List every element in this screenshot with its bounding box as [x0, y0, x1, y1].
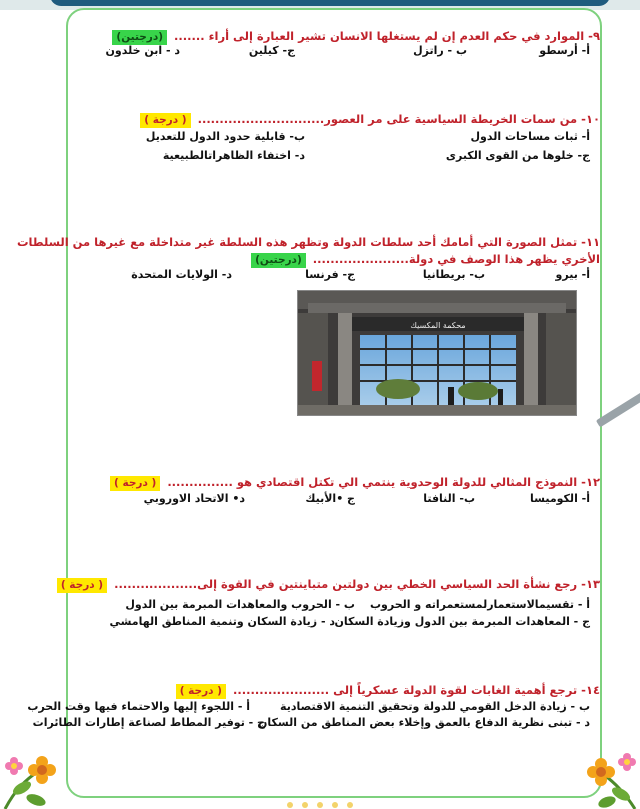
question-10-option-d: د- اختفاء الظاهراتالطبيعية [162, 149, 305, 162]
question-9-option-d: د - ابن خلدون [105, 44, 180, 57]
question-12-option-d: د• الاتحاد الاوروبي [143, 492, 245, 505]
question-11-text-2: الأخري يظهر هذا الوصف في دولة...................... [312, 252, 600, 266]
question-13-option-a: أ - تقسيمالاستعمارلمستعمراته و الحروب [369, 598, 590, 611]
bottom-ornament [280, 800, 360, 809]
question-10-text: ١٠- من سمات الخريطة السياسية على مر العصور............................. [197, 112, 600, 126]
question-11-mark: (درجتين) [251, 253, 306, 268]
question-14-option-c: ج - توفير المطاط لصناعة إطارات الطائرات [32, 716, 265, 729]
question-11-stem-cont [248, 252, 600, 268]
question-12-option-c: ج •الأبيك [305, 492, 355, 505]
court-sign-text: محكمة المكسيك [410, 321, 466, 330]
question-12-mark: ( درجة ) [110, 476, 160, 491]
question-12-stem [107, 475, 600, 491]
flower-decoration-right [575, 738, 640, 809]
question-13-option-b: ب - الحروب والمعاهدات المبرمة بين الدول [125, 598, 355, 611]
question-11-option-c: ج- فرنسا [305, 268, 355, 281]
question-13-mark: ( درجة ) [57, 578, 107, 593]
question-9-option-c: ج- كيلين [248, 44, 295, 57]
question-14-mark: ( درجة ) [176, 684, 226, 699]
question-9-option-a: أ- أرسطو [539, 44, 590, 57]
question-12-option-b: ب- النافتا [423, 492, 475, 505]
question-9-option-b: ب - راتزل [413, 44, 467, 57]
question-11-stem: ١١- تمثل الصورة التي أمامك أحد سلطات الدولة وتظهر هذه السلطة غير متداخلة مع غيرها من السلطات [16, 235, 600, 249]
question-14-option-a: أ - اللجوء إليها والاحتماء فيها وقت الحرب [27, 700, 250, 713]
flower-decoration-left [0, 730, 70, 809]
question-12-text: ١٢- النموذج المثالي للدولة الوحدوية ينتمي الي تكتل اقتصادي هو ............... [167, 475, 600, 489]
question-10-option-b: ب- قابلية حدود الدول للتعديل [145, 130, 305, 143]
question-11-option-b: ب- بريطانيا [422, 268, 485, 281]
question-11-option-a: أ- بيرو [555, 268, 590, 281]
court-building-photo [297, 290, 577, 416]
question-9-stem [109, 29, 600, 45]
question-10-mark: ( درجة ) [140, 113, 190, 128]
question-10-option-a: أ- ثبات مساحات الدول [470, 130, 590, 143]
question-9-mark: (درجتين) [112, 30, 167, 45]
question-14-stem [173, 683, 600, 699]
question-14-text: ١٤- ترجع أهمية الغابات لقوة الدولة عسكرياً إلى ...................... [233, 683, 600, 697]
question-10-option-c: ج- خلوها من القوى الكبرى [445, 149, 590, 162]
question-13-option-d: د - زيادة السكان وتنمية المناطق الهامشي [109, 615, 335, 628]
question-13-option-c: ج - المعاهدات المبرمة بين الدول وزيادة السكان [334, 615, 590, 628]
question-9-text: ٩- الموارد في حكم العدم إن لم يستغلها الانسان تشير العبارة إلى أراء ....... [174, 29, 600, 43]
question-10-stem [137, 112, 600, 128]
question-12-option-a: أ- الكوميسا [530, 492, 590, 505]
page-header-banner [50, 0, 610, 6]
question-14-option-b: ب - زيادة الدخل القومي للدولة وتحقيق التنمية الاقتصادية [280, 700, 590, 713]
question-14-option-d: د - تبنى نظرية الدفاع بالعمق وإخلاء بعض المناطق من السكان [258, 716, 590, 729]
question-11-option-d: د- الولايات المتحدة [131, 268, 232, 281]
question-13-text: ١٣- رجع نشأة الحد السياسي الخطي بين دولتين متباينتين في القوة إلى................... [114, 577, 600, 591]
pencil-decoration [596, 378, 640, 427]
question-13-stem [54, 577, 600, 593]
